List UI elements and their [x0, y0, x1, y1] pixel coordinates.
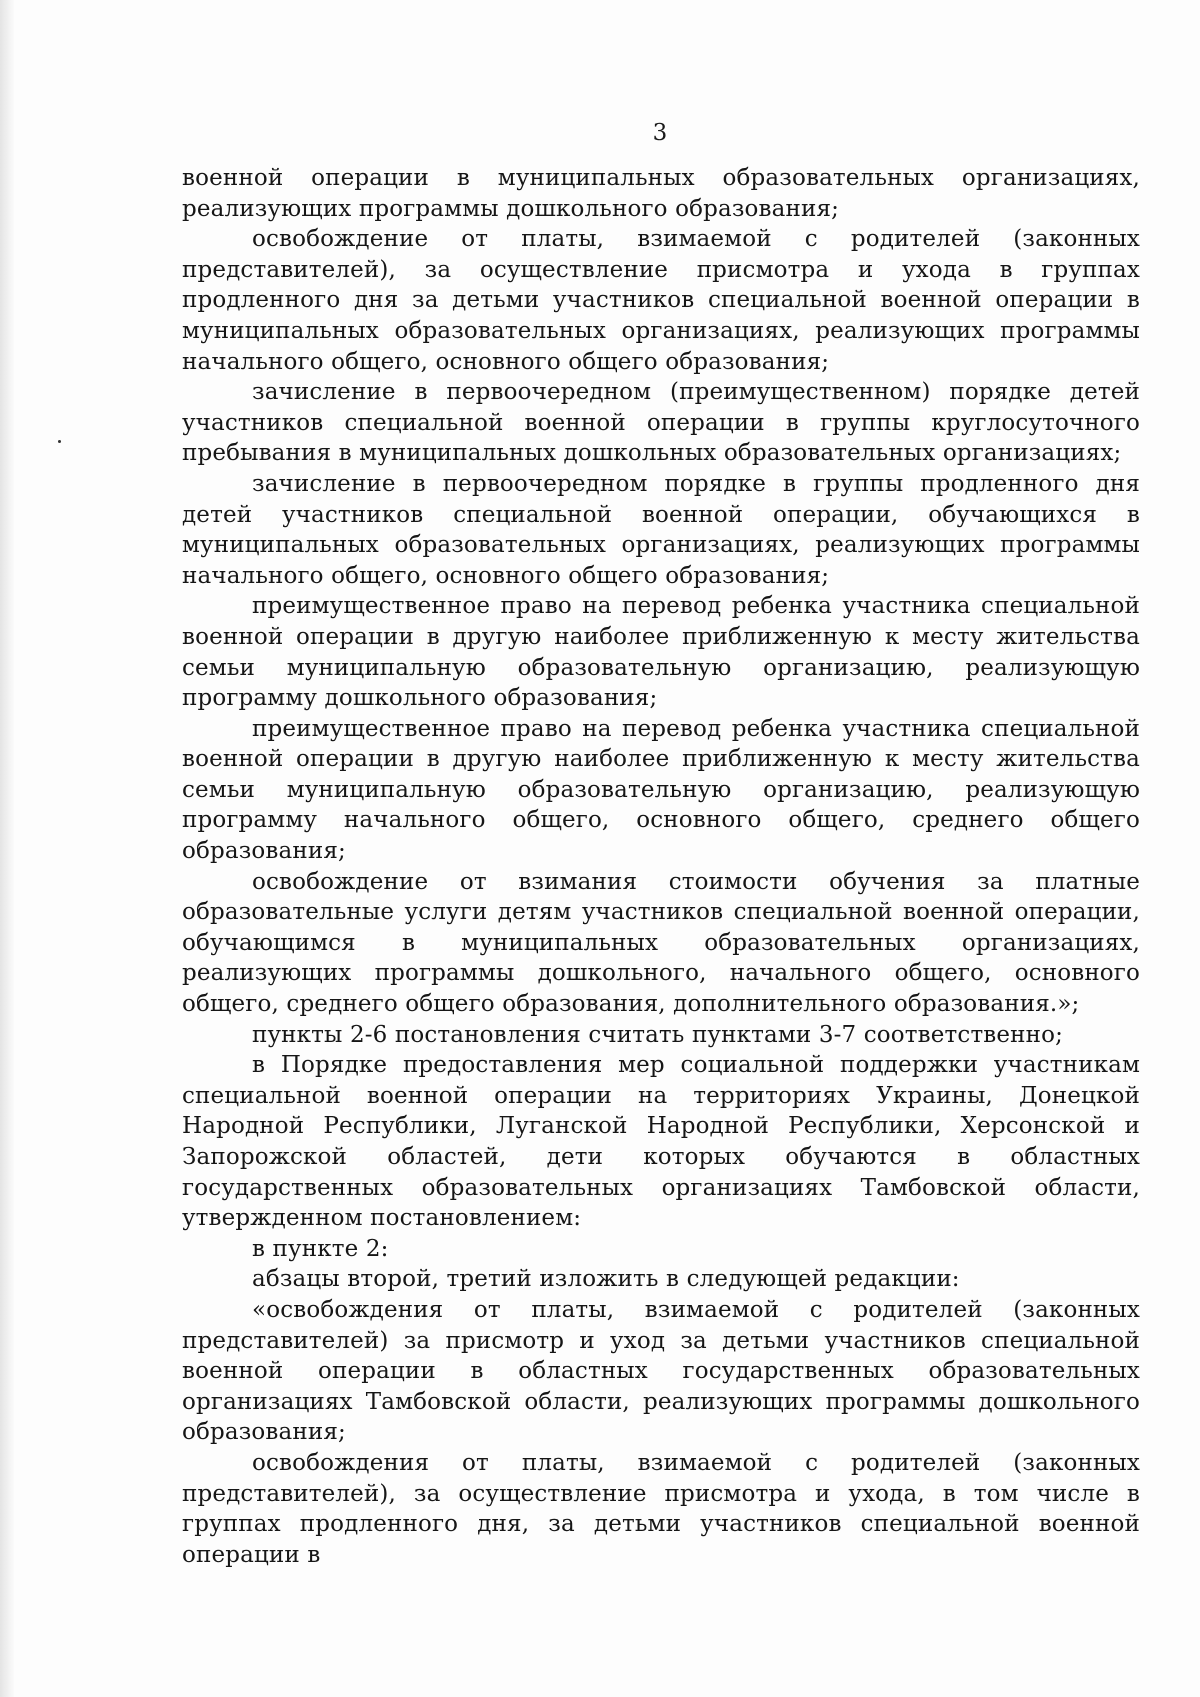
paragraph: преимущественное право на перевод ребенка участника специальной военной операции в другую наиболее приближенную к месту жительства семьи муниципальную образовательную организацию, реализующую программу начального общего, основного общего, среднего общего образования; — [182, 715, 1140, 865]
paragraph: пункты 2-6 постановления считать пунктами 3-7 соответственно; — [252, 1021, 1064, 1048]
paragraph: преимущественное право на перевод ребенка участника специальной военной операции в другую наиболее приближенную к месту жительства семьи муниципальную образовательную организацию, реализующую программу дошкольного образования; — [182, 593, 1140, 712]
paragraph: зачисление в первоочередном порядке в группы продленного дня детей участников специальной военной операции, обучающихся в муниципальных образовательных организациях, реализующих программы начального общего, основного общего образования; — [182, 470, 1140, 589]
paragraph: в Порядке предоставления мер социальной поддержки участникам специальной военной операции на территориях Украины, Донецкой Народной Республики, Луганской Народной Республики, Херсонской и Запорожской областей, дети которых обучаются в областных государственных образовательных организациях Тамбовской области, утвержденном постановлением: — [182, 1052, 1140, 1232]
paragraph: освобождение от взимания стоимости обучения за платные образовательные услуги детям участников специальной военной операции, обучающимся в муниципальных образовательных организациях, реализующих программы дошкольного, начального общего, основного общего, среднего общего образования, дополнительного образования.»; — [182, 868, 1140, 1018]
paragraph: военной операции в муниципальных образовательных организациях, реализующих программы дошкольного образования; — [182, 165, 1140, 222]
paragraph: зачисление в первоочередном (преимущественном) порядке детей участников специальной военной операции в группы круглосуточного пребывания в муниципальных дошкольных образовательных организациях; — [182, 379, 1140, 467]
paragraph: абзацы второй, третий изложить в следующей редакции: — [252, 1266, 960, 1293]
paragraph: в пункте 2: — [252, 1235, 389, 1262]
paragraph: освобождения от платы, взимаемой с родителей (законных представителей), за осуществление присмотра и ухода, в том числе в группах продленного дня, за детьми участников специальной военной операции в — [182, 1449, 1140, 1568]
scan-speck — [58, 440, 61, 443]
paragraph: «освобождения от платы, взимаемой с родителей (законных представителей) за присмотр и уход за детьми участников специальной военной операции в областных государственных образовательных организациях Тамбовской области, реализующих программы дошкольного образования; — [182, 1296, 1140, 1446]
document-body — [182, 163, 1140, 1570]
scan-edge-shadow — [0, 0, 14, 1697]
page-number: 3 — [652, 120, 668, 146]
paragraph: освобождение от платы, взимаемой с родителей (законных представителей), за осуществление присмотра и ухода в группах продленного дня за детьми участников специальной военной операции в муниципальных образовательных организациях, реализующих программы начального общего, основного общего образования; — [182, 226, 1140, 375]
